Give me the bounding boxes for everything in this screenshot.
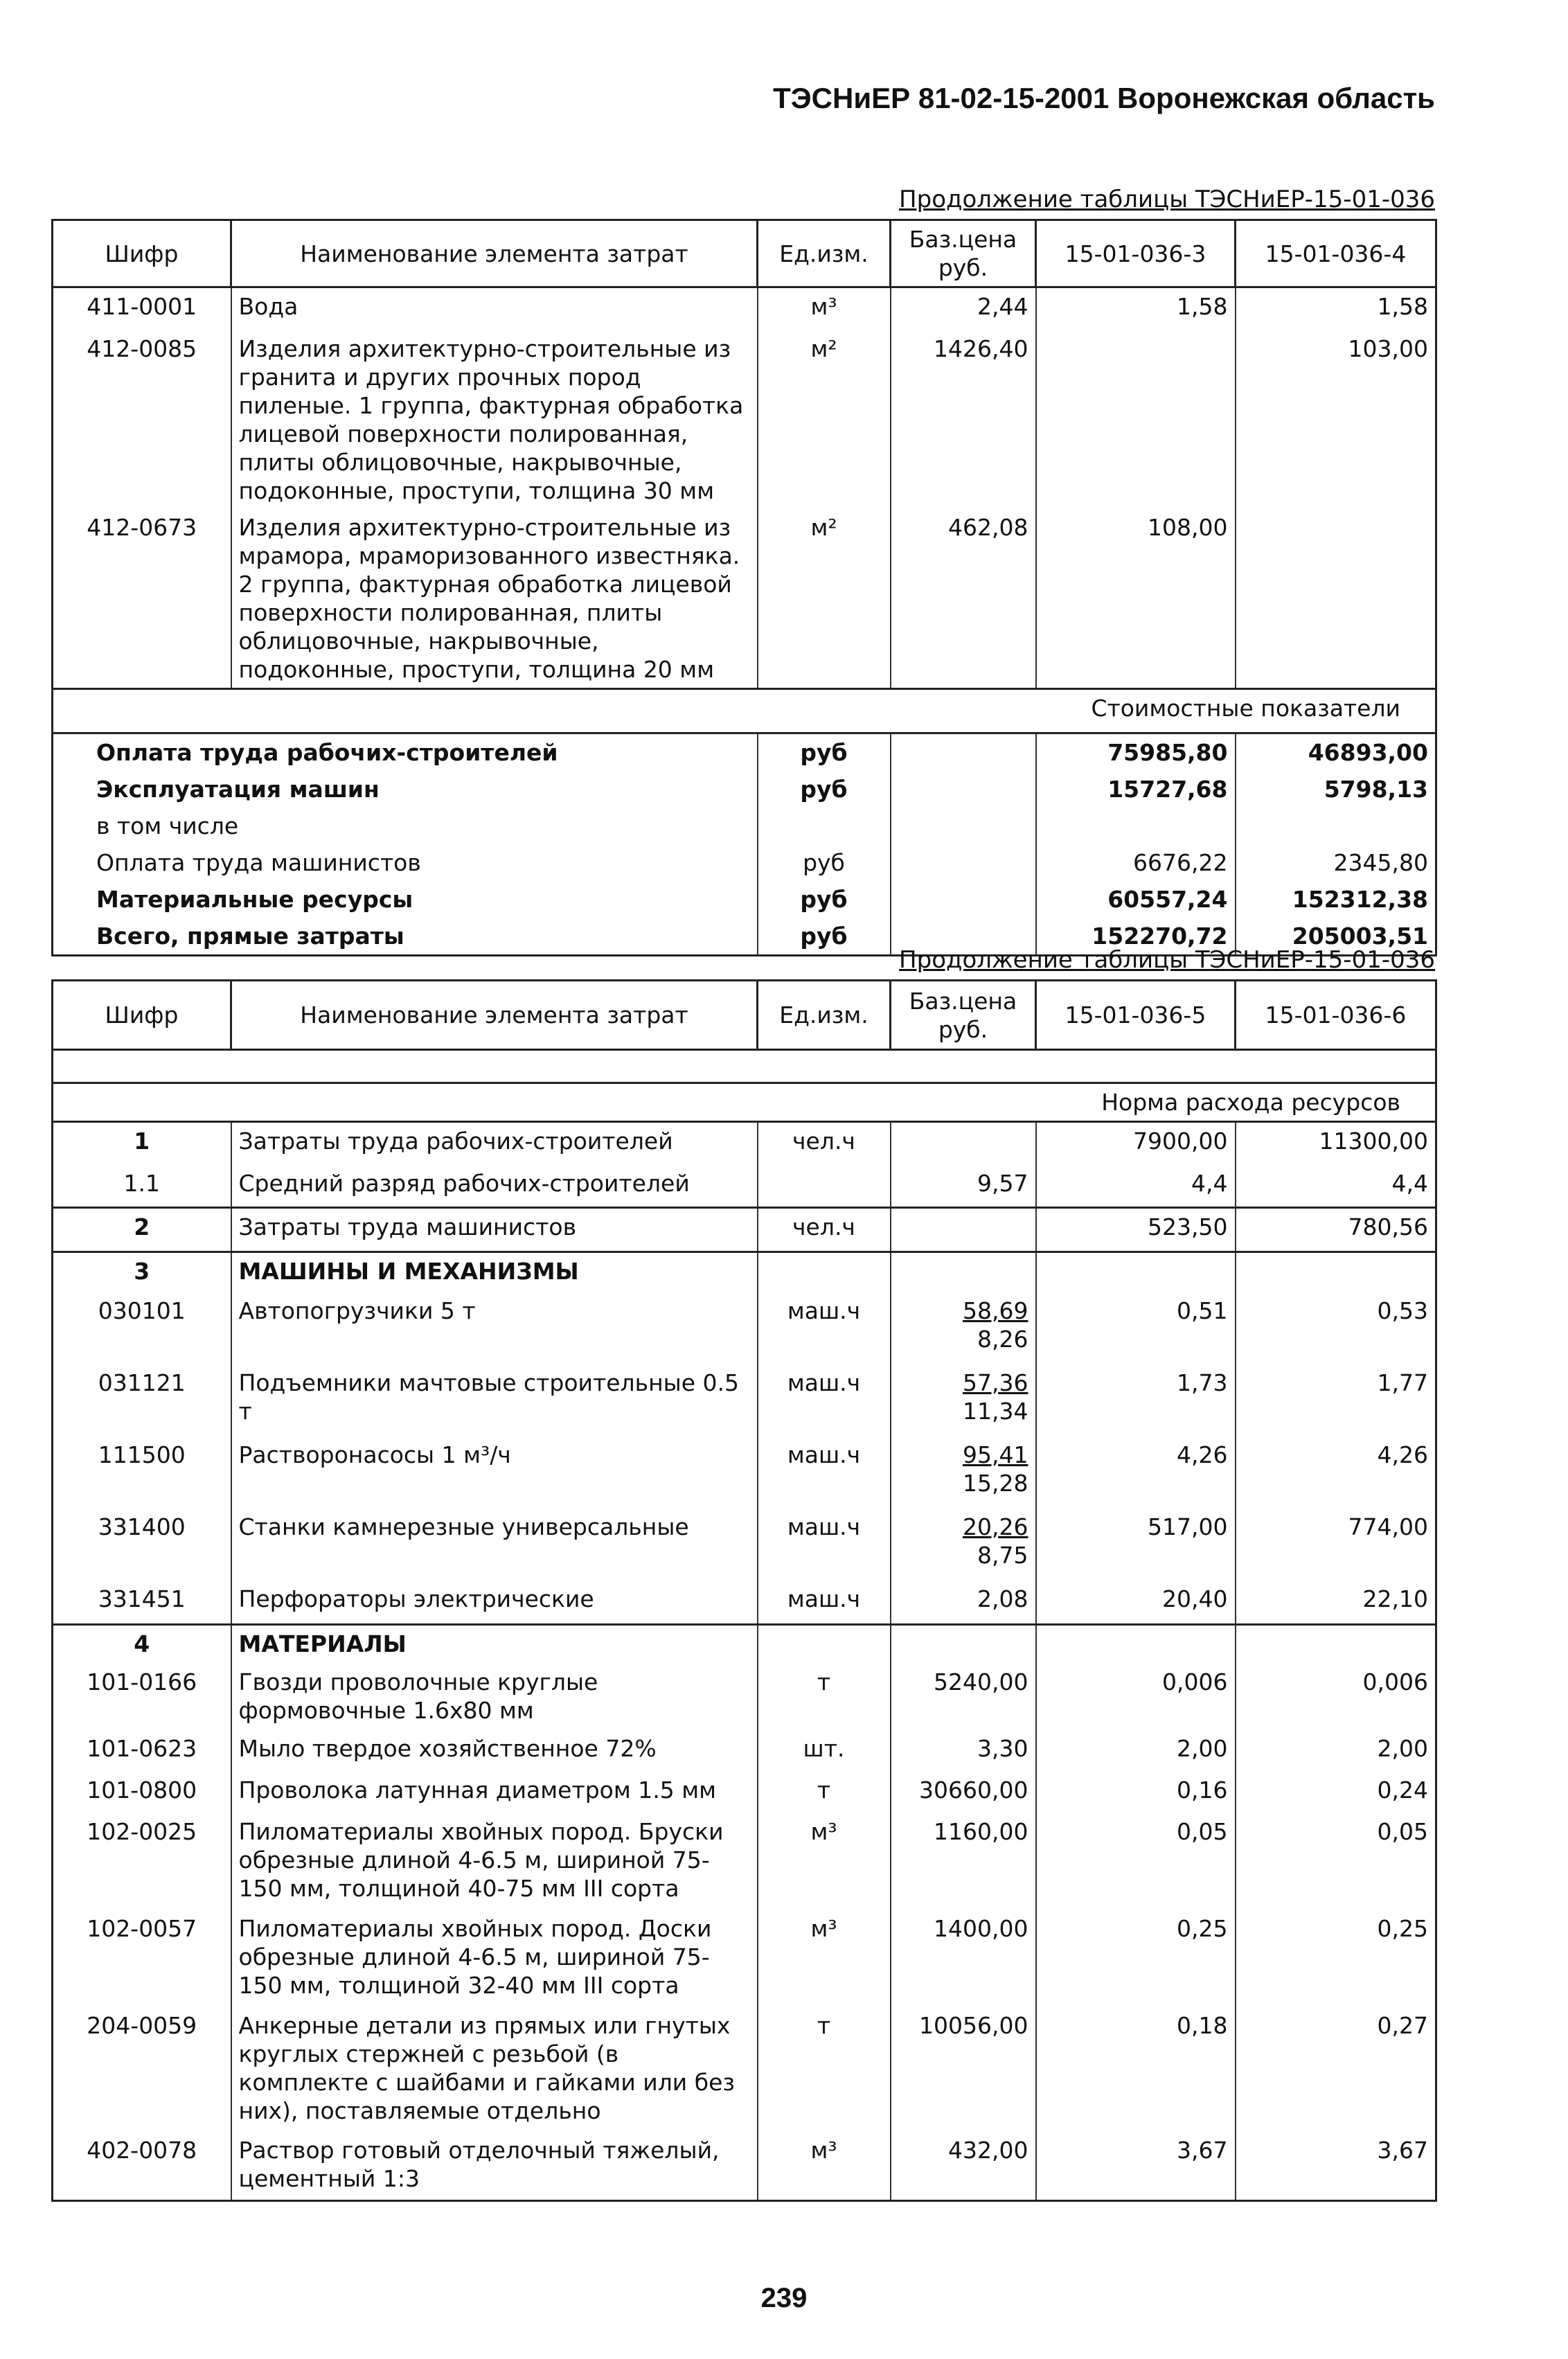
table2: [51, 979, 1437, 2202]
cost-name: в том числе: [53, 808, 758, 844]
table-row: [53, 1508, 1436, 1581]
table-row: [53, 330, 1436, 509]
row-price: 10056,00: [891, 2007, 1036, 2132]
row-price: 9,57: [891, 1165, 1036, 1208]
row-name: Растворонасосы 1 м³/ч: [231, 1436, 758, 1508]
row-unit: шт.: [758, 1730, 891, 1772]
cost-v1: 15727,68: [1036, 771, 1236, 808]
row-price: [891, 1208, 1036, 1252]
cost-price: [891, 733, 1036, 771]
row-v2: 3,67: [1236, 2132, 1436, 2201]
row-unit: чел.ч: [758, 1122, 891, 1165]
row-code: 412-0673: [53, 509, 231, 689]
price-main: 58,69: [963, 1297, 1028, 1324]
row-v1: 0,18: [1036, 2007, 1236, 2132]
row-price: 30660,00: [891, 1772, 1036, 1813]
row-v1: 517,00: [1036, 1508, 1236, 1581]
col-v1-header: 15-01-036-3: [1036, 220, 1236, 287]
row-unit: м³: [758, 1813, 891, 1910]
table1-header-row: [53, 220, 1436, 287]
row-v1: [1036, 330, 1236, 509]
row-unit: м³: [758, 287, 891, 330]
row-code: 412-0085: [53, 330, 231, 509]
cost-unit: руб: [758, 771, 891, 808]
row-code: 101-0166: [53, 1664, 231, 1730]
cost-v2: 2345,80: [1236, 844, 1436, 881]
row-v1: 0,51: [1036, 1292, 1236, 1364]
table-row: [53, 1813, 1436, 1910]
section-title: МАТЕРИАЛЫ: [231, 1625, 758, 1664]
row-v2: 780,56: [1236, 1208, 1436, 1252]
cost-v1: 60557,24: [1036, 881, 1236, 918]
cost-price: [891, 844, 1036, 881]
row-code: 101-0800: [53, 1772, 231, 1813]
row-v2: 0,27: [1236, 2007, 1436, 2132]
row-unit: маш.ч: [758, 1436, 891, 1508]
cost-price: [891, 881, 1036, 918]
cost-v2: 152312,38: [1236, 881, 1436, 918]
row-unit: маш.ч: [758, 1364, 891, 1436]
table1-caption: Продолжение таблицы ТЭСНиЕР-15-01-036: [899, 186, 1435, 213]
table2-gap-row: [53, 1050, 1436, 1083]
row-price: 1160,00: [891, 1813, 1036, 1910]
row-v2: 4,26: [1236, 1436, 1436, 1508]
row-name: Перфораторы электрические: [231, 1581, 758, 1625]
section-band: Стоимостные показатели: [53, 688, 1436, 733]
row-v2: 0,25: [1236, 1910, 1436, 2007]
table-row: [53, 1730, 1436, 1772]
row-code: 2: [53, 1208, 231, 1252]
cost-name: Всего, прямые затраты: [53, 918, 758, 956]
row-code: 111500: [53, 1436, 231, 1508]
price-sub: 8,26: [977, 1325, 1028, 1353]
row-unit: маш.ч: [758, 1292, 891, 1364]
section-code: 4: [53, 1625, 231, 1664]
col-v2-header: 15-01-036-6: [1236, 981, 1436, 1050]
row-price: [891, 1436, 1036, 1508]
row-v1: 0,16: [1036, 1772, 1236, 1813]
col-v2-header: 15-01-036-4: [1236, 220, 1436, 287]
cost-unit: руб: [758, 844, 891, 881]
section-row-materials: [53, 1625, 1436, 1664]
row-price: [891, 1508, 1036, 1581]
table-row: [53, 1436, 1436, 1508]
row-name: Мыло твердое хозяйственное 72%: [231, 1730, 758, 1772]
row-v1: 523,50: [1036, 1208, 1236, 1252]
row-unit: [758, 1165, 891, 1208]
table-row: [53, 509, 1436, 689]
row-v1: 7900,00: [1036, 1122, 1236, 1165]
row-price: [891, 1364, 1036, 1436]
row-price: [891, 1292, 1036, 1364]
cost-unit: [758, 808, 891, 844]
row-price: 3,30: [891, 1730, 1036, 1772]
price-main: 95,41: [963, 1441, 1028, 1468]
cost-v1: 6676,22: [1036, 844, 1236, 881]
col-price-header: Баз.цена руб.: [891, 220, 1036, 287]
row-price: [891, 1122, 1036, 1165]
cost-row: [53, 844, 1436, 881]
row-name: Вода: [231, 287, 758, 330]
cost-v2: 46893,00: [1236, 733, 1436, 771]
row-price: 1400,00: [891, 1910, 1036, 2007]
row-name: Станки камнерезные универсальные: [231, 1508, 758, 1581]
table-row: [53, 1165, 1436, 1208]
row-v2: 0,53: [1236, 1292, 1436, 1364]
cost-row: [53, 881, 1436, 918]
row-name: Средний разряд рабочих-строителей: [231, 1165, 758, 1208]
row-v1: 1,58: [1036, 287, 1236, 330]
table1: [51, 219, 1437, 956]
row-unit: т: [758, 1664, 891, 1730]
row-v2: 4,4: [1236, 1165, 1436, 1208]
document-header: ТЭСНиЕР 81-02-15-2001 Воронежская область: [773, 82, 1435, 114]
row-code: 402-0078: [53, 2132, 231, 2201]
cost-price: [891, 808, 1036, 844]
row-price: 432,00: [891, 2132, 1036, 2201]
row-name: Затраты труда машинистов: [231, 1208, 758, 1252]
row-v1: 108,00: [1036, 509, 1236, 689]
col-name-header: Наименование элемента затрат: [231, 220, 758, 287]
col-code-header: Шифр: [53, 220, 231, 287]
row-price: 2,44: [891, 287, 1036, 330]
row-unit: м³: [758, 2132, 891, 2201]
row-v2: 1,58: [1236, 287, 1436, 330]
table-row: [53, 1208, 1436, 1252]
table-row: [53, 1772, 1436, 1813]
row-v1: 1,73: [1036, 1364, 1236, 1436]
row-unit: м²: [758, 330, 891, 509]
row-v1: 0,25: [1036, 1910, 1236, 2007]
row-code: 1: [53, 1122, 231, 1165]
table2-caption: Продолжение таблицы ТЭСНиЕР-15-01-036: [899, 946, 1435, 974]
col-unit-header: Ед.изм.: [758, 981, 891, 1050]
row-v1: 2,00: [1036, 1730, 1236, 1772]
page-number: 239: [760, 2283, 808, 2313]
row-v2: 0,05: [1236, 1813, 1436, 1910]
col-unit-header: Ед.изм.: [758, 220, 891, 287]
row-v2: 103,00: [1236, 330, 1436, 509]
row-price: 2,08: [891, 1581, 1036, 1625]
row-v1: 4,26: [1036, 1436, 1236, 1508]
cost-v2: [1236, 808, 1436, 844]
row-unit: маш.ч: [758, 1581, 891, 1625]
cost-unit: руб: [758, 733, 891, 771]
row-code: 411-0001: [53, 287, 231, 330]
section-band: Норма расхода ресурсов: [53, 1083, 1436, 1122]
row-unit: т: [758, 1772, 891, 1813]
row-name: Анкерные детали из прямых или гнутых круглых стержней с резьбой (в комплекте с шайбами и гайками или без них), поставляемые отдельно: [231, 2007, 758, 2132]
table-row: [53, 287, 1436, 330]
row-code: 102-0025: [53, 1813, 231, 1910]
price-main: 57,36: [963, 1369, 1028, 1396]
table-row: [53, 1664, 1436, 1730]
table-row: [53, 1122, 1436, 1165]
cost-row: [53, 808, 1436, 844]
cost-row: [53, 771, 1436, 808]
table2-band-row: [53, 1083, 1436, 1122]
row-unit: м²: [758, 509, 891, 689]
price-sub: 8,75: [977, 1541, 1028, 1569]
cost-name: Оплата труда машинистов: [53, 844, 758, 881]
row-v1: 3,67: [1036, 2132, 1236, 2201]
price-sub: 11,34: [963, 1397, 1028, 1425]
row-unit: м³: [758, 1910, 891, 2007]
row-v1: 0,006: [1036, 1664, 1236, 1730]
table-row: [53, 1364, 1436, 1436]
row-unit: маш.ч: [758, 1508, 891, 1581]
section-code: 3: [53, 1252, 231, 1292]
section-title: МАШИНЫ И МЕХАНИЗМЫ: [231, 1252, 758, 1292]
row-name: Затраты труда рабочих-строителей: [231, 1122, 758, 1165]
row-code: 030101: [53, 1292, 231, 1364]
price-main: 20,26: [963, 1513, 1028, 1540]
cost-v1: 75985,80: [1036, 733, 1236, 771]
table-row: [53, 1910, 1436, 2007]
row-code: 204-0059: [53, 2007, 231, 2132]
col-price-header: Баз.цена руб.: [891, 981, 1036, 1050]
row-v2: 0,006: [1236, 1664, 1436, 1730]
price-sub: 15,28: [963, 1469, 1028, 1497]
table1-band-row: [53, 688, 1436, 733]
table-row: [53, 1581, 1436, 1625]
cost-unit: руб: [758, 918, 891, 956]
cost-name: Оплата труда рабочих-строителей: [53, 733, 758, 771]
cost-v2: 205003,51: [1236, 918, 1436, 956]
row-code: 031121: [53, 1364, 231, 1436]
cost-v2: 5798,13: [1236, 771, 1436, 808]
col-name-header: Наименование элемента затрат: [231, 981, 758, 1050]
row-unit: чел.ч: [758, 1208, 891, 1252]
row-v2: 22,10: [1236, 1581, 1436, 1625]
table2-header-row: [53, 981, 1436, 1050]
row-name: Раствор готовый отделочный тяжелый, цементный 1:3: [231, 2132, 758, 2201]
table-row: [53, 1292, 1436, 1364]
row-name: Пиломатериалы хвойных пород. Бруски обрезные длиной 4-6.5 м, шириной 75-150 мм, толщиной 40-75 мм III сорта: [231, 1813, 758, 1910]
row-price: 1426,40: [891, 330, 1036, 509]
section-row-machines: [53, 1252, 1436, 1292]
row-v2: 774,00: [1236, 1508, 1436, 1581]
row-price: 462,08: [891, 509, 1036, 689]
cost-v1: [1036, 808, 1236, 844]
cost-row: [53, 733, 1436, 771]
row-v1: 0,05: [1036, 1813, 1236, 1910]
row-v1: 4,4: [1036, 1165, 1236, 1208]
row-code: 101-0623: [53, 1730, 231, 1772]
row-v2: 2,00: [1236, 1730, 1436, 1772]
table-row: [53, 2132, 1436, 2201]
row-name: Проволока латунная диаметром 1.5 мм: [231, 1772, 758, 1813]
row-price: 5240,00: [891, 1664, 1036, 1730]
row-name: Подъемники мачтовые строительные 0.5 т: [231, 1364, 758, 1436]
row-v2: 1,77: [1236, 1364, 1436, 1436]
row-name: Гвозди проволочные круглые формовочные 1.6х80 мм: [231, 1664, 758, 1730]
row-v2: 0,24: [1236, 1772, 1436, 1813]
row-code: 102-0057: [53, 1910, 231, 2007]
row-name: Изделия архитектурно-строительные из мрамора, мраморизованного известняка. 2 группа, фактурная обработка лицевой поверхности полированная, плиты облицовочные, накрывочные, подоконные, проступи, толщина 20 мм: [231, 509, 758, 689]
cost-price: [891, 771, 1036, 808]
row-name: Автопогрузчики 5 т: [231, 1292, 758, 1364]
row-unit: т: [758, 2007, 891, 2132]
row-code: 1.1: [53, 1165, 231, 1208]
row-code: 331451: [53, 1581, 231, 1625]
col-v1-header: 15-01-036-5: [1036, 981, 1236, 1050]
row-name: Изделия архитектурно-строительные из гранита и других прочных пород пиленые. 1 группа, фактурная обработка лицевой поверхности полированная, плиты облицовочные, накрывочные, подоконные, проступи, толщина 30 мм: [231, 330, 758, 509]
row-v2: 11300,00: [1236, 1122, 1436, 1165]
cost-v1: 152270,72: [1036, 918, 1236, 956]
cost-unit: руб: [758, 881, 891, 918]
col-code-header: Шифр: [53, 981, 231, 1050]
row-v1: 20,40: [1036, 1581, 1236, 1625]
row-v2: [1236, 509, 1436, 689]
cost-name: Эксплуатация машин: [53, 771, 758, 808]
table-row: [53, 2007, 1436, 2132]
cost-name: Материальные ресурсы: [53, 881, 758, 918]
row-name: Пиломатериалы хвойных пород. Доски обрезные длиной 4-6.5 м, шириной 75-150 мм, толщиной 32-40 мм III сорта: [231, 1910, 758, 2007]
row-code: 331400: [53, 1508, 231, 1581]
